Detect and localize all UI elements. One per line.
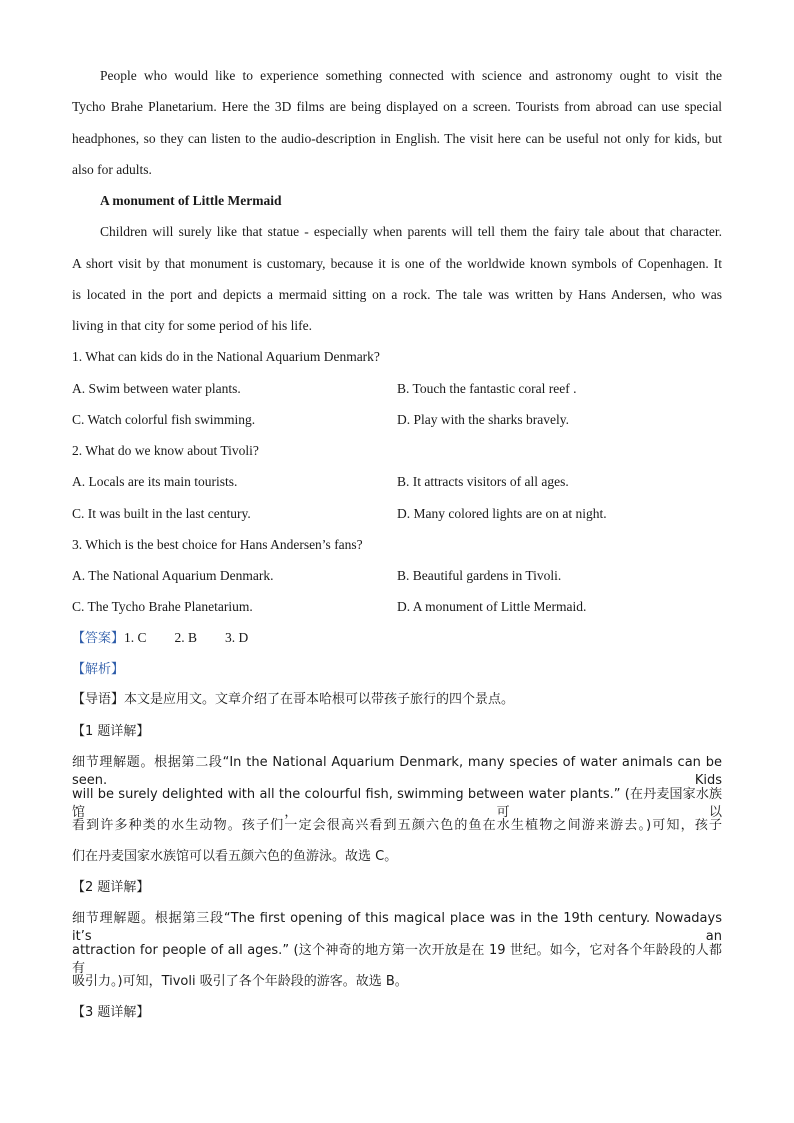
question-1-option-a: A. Swim between water plants. bbox=[72, 381, 241, 396]
question-1-stem: 1. What can kids do in the National Aquarium Denmark? bbox=[72, 349, 380, 364]
q2-detail-line-3: 吸引力。)可知，Tivoli 吸引了各个年龄段的游客。故选 B。 bbox=[72, 974, 408, 989]
answer-item-2: 2. B bbox=[174, 630, 198, 645]
question-1-option-c: C. Watch colorful fish swimming. bbox=[72, 412, 256, 427]
answer-item-3: 3. D bbox=[225, 630, 249, 645]
guide-text: 本文是应用文。文章介绍了在哥本哈根可以带孩子旅行的四个景点。 bbox=[124, 692, 515, 707]
q2-detail-line-1: 细节理解题。根据第三段“The first opening of this magical place was in the 19th century. Nowadays it’s an bbox=[72, 911, 722, 944]
answer-line bbox=[72, 629, 722, 648]
q1-detail-line-4: 们在丹麦国家水族馆可以看五颜六色的鱼游泳。故选 C。 bbox=[72, 849, 398, 864]
q1-detail-line-2: will be surely delighted with all the colourful fish, swimming between water plants.” (在丹麦国家水族馆，可以 bbox=[72, 787, 722, 820]
q2-detail-tag: 【2 题详解】 bbox=[72, 880, 150, 895]
planetarium-line-1: People who would like to experience something connected with science and astronomy ought to visit the bbox=[100, 68, 722, 83]
question-3-option-a: A. The National Aquarium Denmark. bbox=[72, 568, 274, 583]
question-3-option-d: D. A monument of Little Mermaid. bbox=[397, 599, 587, 614]
q1-detail-line-3: 看到许多种类的水生动物。孩子们一定会很高兴看到五颜六色的鱼在水生植物之间游来游去。)可知，孩子 bbox=[72, 818, 722, 833]
q3-detail-tag: 【3 题详解】 bbox=[72, 1005, 150, 1020]
answer-item-1: 1. C bbox=[124, 630, 147, 645]
mermaid-line-3: is located in the port and depicts a mermaid sitting on a rock. The tale was written by Hans Andersen, who was bbox=[72, 287, 722, 302]
analysis-label: 【解析】 bbox=[72, 662, 125, 677]
mermaid-line-1: Children will surely like that statue - especially when parents will tell them the fairy tale about that character. bbox=[100, 224, 722, 239]
mermaid-line-2: A short visit by that monument is customary, because it is one of the worldwide known symbols of Copenhagen. It bbox=[72, 256, 722, 271]
mermaid-heading: A monument of Little Mermaid bbox=[100, 193, 282, 208]
guide-tag: 【导语】 bbox=[72, 692, 125, 707]
planetarium-line-3: headphones, so they can listen to the audio-description in English. The visit here can be useful not only for kids, but bbox=[72, 131, 722, 146]
question-2-option-c: C. It was built in the last century. bbox=[72, 506, 251, 521]
analysis-label-line bbox=[72, 660, 722, 679]
q2-detail-line-2: attraction for people of all ages.” (这个神奇的地方第一次开放是在 19 世纪。如今，它对各个年龄段的人都有 bbox=[72, 943, 722, 976]
question-2-option-a: A. Locals are its main tourists. bbox=[72, 474, 238, 489]
question-1-option-b: B. Touch the fantastic coral reef . bbox=[397, 381, 577, 396]
planetarium-line-2: Tycho Brahe Planetarium. Here the 3D films are being displayed on a screen. Tourists from abroad can use special bbox=[72, 99, 722, 114]
q1-detail-tag: 【1 题详解】 bbox=[72, 724, 150, 739]
guide-line bbox=[72, 691, 722, 709]
question-2-option-b: B. It attracts visitors of all ages. bbox=[397, 474, 569, 489]
question-3-option-c: C. The Tycho Brahe Planetarium. bbox=[72, 599, 253, 614]
mermaid-line-4: living in that city for some period of his life. bbox=[72, 318, 312, 333]
question-2-stem: 2. What do we know about Tivoli? bbox=[72, 443, 259, 458]
answer-label: 【答案】 bbox=[72, 631, 125, 646]
question-1-option-d: D. Play with the sharks bravely. bbox=[397, 412, 569, 427]
q1-detail-line-1: 细节理解题。根据第二段“In the National Aquarium Denmark, many species of water animals can be seen. Kids bbox=[72, 755, 722, 788]
question-3-option-b: B. Beautiful gardens in Tivoli. bbox=[397, 568, 562, 583]
question-3-stem: 3. Which is the best choice for Hans Andersen’s fans? bbox=[72, 537, 363, 552]
question-2-option-d: D. Many colored lights are on at night. bbox=[397, 506, 607, 521]
planetarium-line-4: also for adults. bbox=[72, 162, 152, 177]
